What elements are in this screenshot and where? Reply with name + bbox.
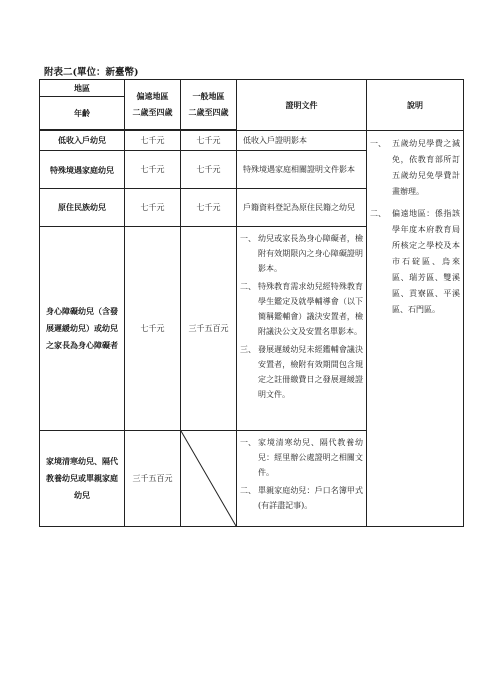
doc-item: 二、 單親家庭幼兒：戶口名簿甲式(有詳盡記事)。 xyxy=(240,486,363,510)
doc-item: 一、 家境清寒幼兒、隔代教養幼兒：經里辦公處證明之相關文件。 xyxy=(240,438,363,477)
row-label: 身心障礙幼兒（含發展遲緩幼兒）或幼兒之家長為身心障礙者 xyxy=(40,227,125,431)
header-region: 地區 xyxy=(40,80,125,97)
header-notes: 說明 xyxy=(367,80,464,131)
row-general-amount: 七千元 xyxy=(181,189,237,227)
row-remote-amount: 七千元 xyxy=(125,131,181,151)
header-remote xyxy=(125,80,181,130)
row-general-amount: 三千五百元 xyxy=(181,227,237,431)
row-doc: 戶籍資料登記為原住民籍之幼兒 xyxy=(237,189,367,227)
header-remote-age: 二歲至四歲 xyxy=(132,106,173,117)
row-label: 低收入戶幼兒 xyxy=(40,131,125,151)
row-label: 特殊境遇家庭幼兒 xyxy=(40,151,125,189)
subsidy-table xyxy=(39,79,464,527)
row-doc: 低收入戶證明影本 xyxy=(237,131,367,151)
note-item: 一、 五歲幼兒學費之減免，依教育部所訂五歲幼兒免學費計畫辦理。 xyxy=(370,139,460,196)
header-general xyxy=(181,80,237,130)
row-doc: 特殊境遇家庭相關證明文件影本 xyxy=(237,151,367,189)
doc-item: 三、 發展遲緩幼兒未經鑑輔會議決安置者，檢附有效期間包含規定之註冊繳費日之發展遲緩證明文件。 xyxy=(240,345,363,399)
header-general-label: 一般地區 xyxy=(192,90,225,101)
row-general-amount-na xyxy=(181,431,237,527)
header-age: 年齡 xyxy=(40,97,125,130)
row-doc xyxy=(237,227,367,431)
note-item: 二、 偏遠地區：係指該學年度本府教育局所核定之學校及本市石碇區、烏來區、瑞芳區、雙溪區、貢寮區、平溪區、石門區。 xyxy=(370,209,460,314)
row-remote-amount: 三千五百元 xyxy=(125,431,181,527)
diagonal-slash xyxy=(181,431,236,526)
row-general-amount: 七千元 xyxy=(181,131,237,151)
row-remote-amount: 七千元 xyxy=(125,151,181,189)
row-label: 原住民族幼兒 xyxy=(40,189,125,227)
row-doc xyxy=(237,431,367,527)
table-caption: 附表二(單位：新臺幣) xyxy=(44,67,139,78)
notes-cell xyxy=(367,131,464,527)
row-general-amount: 七千元 xyxy=(181,151,237,189)
doc-item: 二、 特殊教育需求幼兒經特殊教育學生鑑定及就學輔導會（以下簡稱鑑輔會）議決安置者，檢附議決公文及安置名單影本。 xyxy=(240,282,363,336)
row-label: 家境清寒幼兒、隔代教養幼兒或單親家庭幼兒 xyxy=(40,431,125,527)
header-remote-label: 偏遠地區 xyxy=(136,90,169,101)
row-remote-amount: 七千元 xyxy=(125,189,181,227)
row-remote-amount: 七千元 xyxy=(125,227,181,431)
header-general-age: 二歲至四歲 xyxy=(188,106,229,117)
doc-item: 一、 幼兒或家長為身心障礙者，檢附有效期限內之身心障礙證明影本。 xyxy=(240,234,363,273)
header-docs: 證明文件 xyxy=(237,80,367,131)
